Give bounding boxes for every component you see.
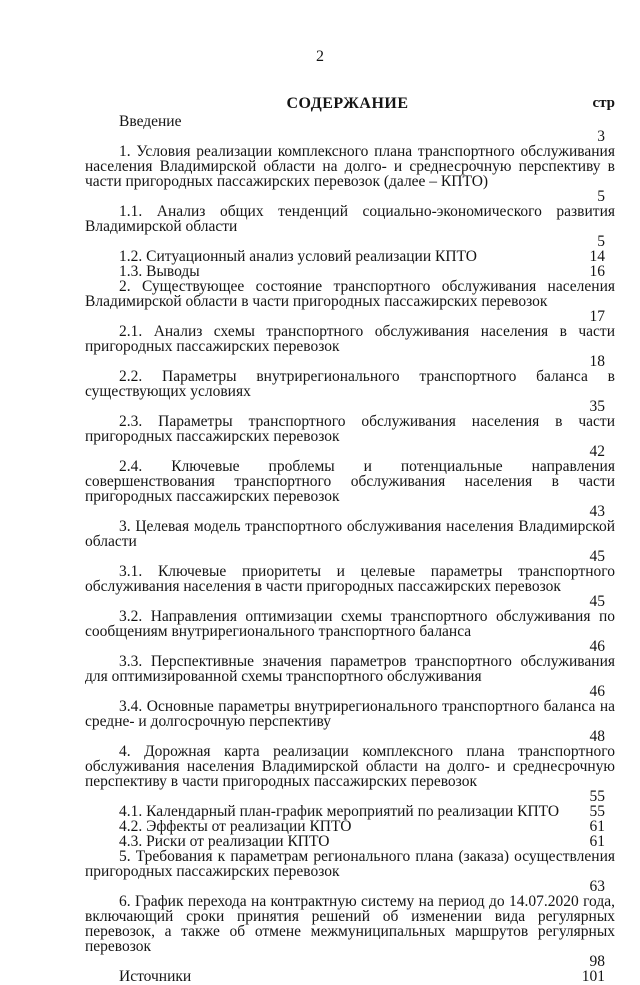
toc-entry-1-1: [85, 204, 615, 249]
toc-entry-text: 1.1. Анализ общих тенденций социально-экономического развития Владимирской области: [85, 203, 615, 235]
toc-entry-page: 46: [589, 638, 605, 655]
table-of-contents: [85, 114, 615, 984]
toc-entry-3-3: [85, 654, 615, 699]
page-column-header: стр: [592, 95, 615, 111]
toc-entry-page: 45: [589, 593, 605, 610]
toc-entry-4-2: [85, 819, 615, 834]
toc-entry-text: 4. Дорожная карта реализации комплексного плана транспортного обслуживания населения Владимирской области на долго- и среднесрочную перспективу в части пригородных пассажирских перевозок: [85, 743, 615, 790]
toc-entry-intro: [85, 114, 615, 129]
toc-entry-2-2: [85, 369, 615, 414]
toc-entry-text: 3.2. Направления оптимизации схемы транспортного обслуживания по сообщениям внутрирегионального транспортного баланса: [85, 608, 615, 640]
toc-entry-page: 61: [589, 818, 605, 835]
toc-entry-2-1: [85, 324, 615, 369]
toc-entry-text: 3.4. Основные параметры внутрирегионального транспортного баланса на средне- и долгосрочную перспективу: [85, 698, 615, 730]
toc-entry-page: 61: [589, 833, 605, 850]
toc-entry-text: 3.1. Ключевые приоритеты и целевые параметры транспортного обслуживания населения в части пригородных пассажирских перевозок: [85, 563, 615, 595]
toc-entry-1: [85, 144, 615, 204]
toc-entry-page: 98: [589, 953, 605, 970]
toc-entry-page: 63: [589, 878, 605, 895]
toc-entry-1-3: [85, 264, 615, 279]
toc-entry-page: 17: [589, 308, 605, 325]
toc-entry-text: 2. Существующее состояние транспортного обслуживания населения Владимирской области в части пригородных пассажирских перевозок: [85, 278, 615, 310]
toc-entry-text: 1.2. Ситуационный анализ условий реализации КПТО: [119, 248, 477, 265]
toc-entry-page: 55: [589, 788, 605, 805]
toc-entry-2-4: [85, 459, 615, 519]
toc-entry-page: 43: [589, 503, 605, 520]
toc-entry-text: 4.3. Риски от реализации КПТО: [119, 833, 330, 850]
toc-entry-page: 3: [597, 128, 605, 145]
toc-entry-4-1: [85, 804, 615, 819]
toc-entry-4-3: [85, 834, 615, 849]
toc-entry-page: 5: [597, 188, 605, 205]
toc-header: [80, 95, 615, 115]
toc-title: СОДЕРЖАНИЕ: [286, 95, 409, 112]
toc-entry-sources: [85, 969, 615, 984]
toc-entry-text: 2.3. Параметры транспортного обслуживания населения в части пригородных пассажирских перевозок: [85, 413, 615, 445]
toc-entry-text: 1. Условия реализации комплексного плана транспортного обслуживания населения Владимирской области на долго- и среднесрочную перспективу в части пригородных пассажирских перевозок (далее – КПТО): [85, 143, 615, 190]
toc-entry-page: 5: [597, 233, 605, 250]
toc-entry-text: 3.3. Перспективные значения параметров транспортного обслуживания для оптимизированной схемы транспортного обслуживания: [85, 653, 615, 685]
page-number: 2: [316, 48, 324, 65]
toc-entry-page: 35: [589, 398, 605, 415]
toc-entry-text: 2.2. Параметры внутрирегионального транспортного баланса в существующих условиях: [85, 368, 615, 400]
toc-entry-page: 48: [589, 728, 605, 745]
toc-entry-6: [85, 894, 615, 969]
toc-entry-text: 5. Требования к параметрам регионального плана (заказа) осуществления пригородных пассажирских перевозок: [85, 848, 615, 880]
toc-entry-3: [85, 519, 615, 564]
toc-entry-text: 2.1. Анализ схемы транспортного обслуживания населения в части пригородных пассажирских перевозок: [85, 323, 615, 355]
toc-entry-3-2: [85, 609, 615, 654]
toc-entry-4: [85, 744, 615, 804]
toc-entry-text: Введение: [119, 113, 182, 130]
toc-entry-text: 4.1. Календарный план-график мероприятий по реализации КПТО: [119, 803, 560, 820]
toc-entry-3-4: [85, 699, 615, 744]
toc-entry-text: 1.3. Выводы: [119, 263, 200, 280]
toc-entry-text: 6. График перехода на контрактную систему на период до 14.07.2020 года, включающий сроки принятия решений об изменении вида регулярных перевозок, а также об отмене межмуниципальных маршрутов регулярных перевозок: [85, 893, 615, 955]
toc-entry-page: 14: [589, 248, 605, 265]
toc-entry-intro-page-row: [85, 129, 615, 144]
toc-entry-page: 101: [581, 968, 605, 985]
toc-entry-5: [85, 849, 615, 894]
toc-entry-text: 2.4. Ключевые проблемы и потенциальные направления совершенствования транспортного обслуживания населения в части пригородных пассажирских перевозок: [85, 458, 615, 505]
toc-entry-3-1: [85, 564, 615, 609]
toc-entry-text: 4.2. Эффекты от реализации КПТО: [119, 818, 352, 835]
toc-entry-2: [85, 279, 615, 324]
toc-entry-text: 3. Целевая модель транспортного обслуживания населения Владимирской области: [85, 518, 615, 550]
toc-entry-1-2: [85, 249, 615, 264]
toc-entry-page: 46: [589, 683, 605, 700]
toc-entry-page: 18: [589, 353, 605, 370]
toc-entry-2-3: [85, 414, 615, 459]
toc-entry-page: 45: [589, 548, 605, 565]
toc-entry-page: 16: [589, 263, 605, 280]
toc-entry-page: 42: [589, 443, 605, 460]
toc-entry-text: Источники: [119, 968, 192, 985]
toc-entry-page: 55: [589, 803, 605, 820]
